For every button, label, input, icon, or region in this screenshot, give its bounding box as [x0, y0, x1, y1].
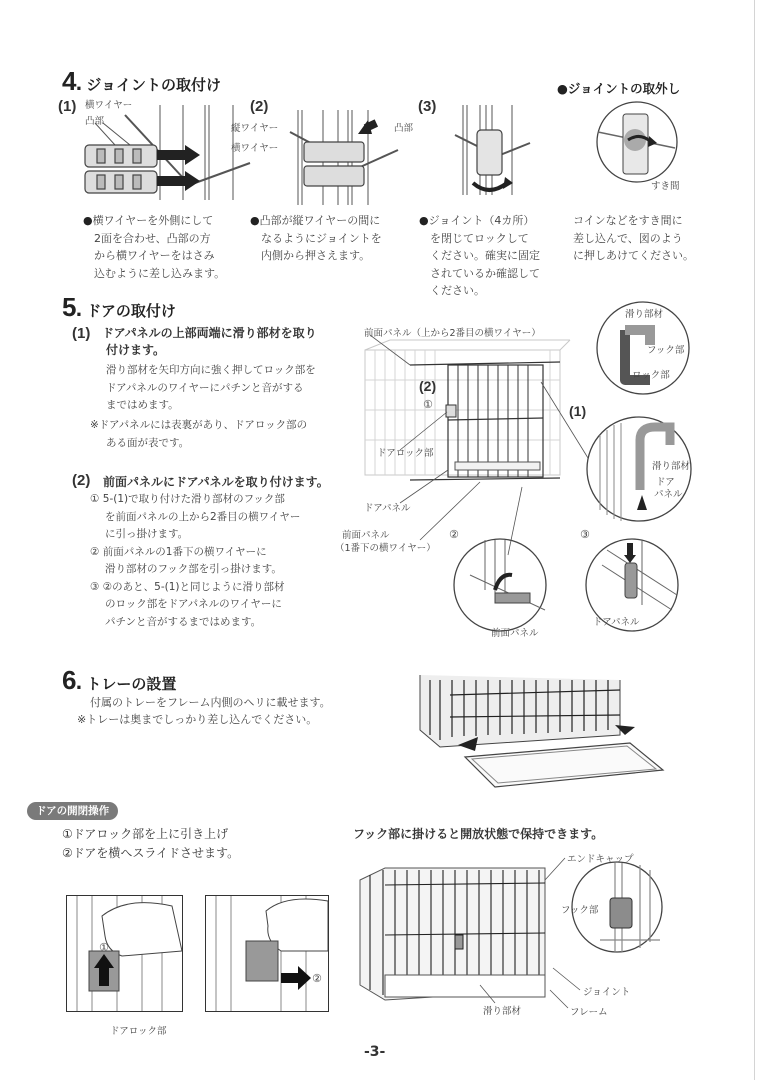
- caption-line: ジョイント（4カ所）: [428, 214, 535, 227]
- label-door-panel: ドアパネル: [364, 503, 411, 514]
- section-title-text: トレーの設置: [86, 675, 177, 693]
- label-door-lock: ドアロック部: [110, 1026, 167, 1037]
- label-panel: パネル: [654, 489, 683, 500]
- label-front-panel-bottom: 前面パネル: [342, 530, 390, 541]
- circle-3-marker: ③: [580, 528, 590, 541]
- label-horizontal-wire: 横ワイヤー: [85, 100, 133, 111]
- section-dot: .: [75, 673, 83, 694]
- label-slide-part: 滑り部材: [483, 1006, 522, 1017]
- caption-line: 差し込んで、図のよう: [573, 231, 683, 245]
- item-line: 滑り部材のフック部を引っ掛けます。: [105, 563, 282, 575]
- caption-line: ください。: [430, 284, 485, 297]
- body-line: ドアパネルのワイヤーにパチンと音がする: [106, 381, 304, 394]
- door-operation-step: ①ドアロック部を上に引き上げ: [62, 827, 229, 841]
- item-line: パチンと音がするまではめます。: [105, 615, 262, 628]
- caption-line: ください。確実に固定: [430, 249, 540, 262]
- label-protrusion: 凸部: [394, 123, 414, 134]
- label-gap: すき間: [651, 181, 680, 192]
- section-6-instruction: 付属のトレーをフレーム内側のヘリに載せます。: [90, 696, 331, 709]
- item-line: のロック部をドアパネルのワイヤーに: [105, 598, 282, 610]
- section-title-text: ジョイントの取付け: [86, 76, 222, 94]
- heading-line: 付けます。: [106, 343, 166, 357]
- caption-line: 込むように差し込みます。: [94, 266, 226, 280]
- diagram-circle-1: ①: [423, 398, 433, 411]
- step-number: (1): [72, 325, 91, 342]
- item-line: を前面パネルの上から2番目の横ワイヤー: [105, 510, 301, 523]
- label-joint: ジョイント: [583, 987, 631, 998]
- caption-line: に押しあけてください。: [573, 249, 694, 262]
- note-line: ある面が表です。: [106, 436, 190, 449]
- section-number: 4: [62, 66, 76, 96]
- heading-line: ドアパネルの上部両端に滑り部材を取り: [102, 326, 317, 340]
- section-number: 5: [62, 292, 76, 322]
- body-line: まではめます。: [106, 399, 179, 411]
- circle-2-marker: ②: [449, 528, 459, 541]
- step-number: (2): [72, 472, 91, 489]
- diagram-step-1-label: (1): [569, 403, 587, 419]
- body-line: 滑り部材を矢印方向に強く押してロック部を: [106, 364, 316, 376]
- section-dot: .: [75, 74, 83, 95]
- item-marker: ②: [90, 545, 100, 558]
- bullet-icon: ●: [83, 214, 93, 227]
- step-number: (3): [418, 98, 437, 115]
- label-protrusion: 凸部: [85, 116, 105, 127]
- step-number: (2): [250, 98, 269, 115]
- page-number: -3-: [364, 1044, 386, 1060]
- label-hook: フック部: [561, 905, 599, 916]
- step-number: (1): [58, 98, 77, 115]
- label-frame: フレーム: [570, 1007, 608, 1018]
- item-line: に引っ掛けます。: [105, 528, 189, 540]
- open-state-caption: フック部に掛けると開放状態で保持できます。: [353, 827, 604, 841]
- label-slide-part: 滑り部材: [652, 461, 691, 472]
- caption-line: を閉じてロックして: [430, 231, 529, 245]
- label-front-panel-bottom-note: （1番下の横ワイヤー）: [335, 543, 436, 554]
- section-title-text: ドアの取付け: [86, 302, 176, 320]
- photo-2-marker: ②: [312, 972, 322, 985]
- label-horizontal-wire: 横ワイヤー: [231, 143, 279, 154]
- note-line: ※ドアパネルには表裏があり、ドアロック部の: [90, 419, 308, 431]
- label-vertical-wire: 縦ワイヤー: [231, 123, 279, 134]
- section-number: 6: [62, 665, 76, 695]
- label-door: ドア: [656, 477, 675, 488]
- label-door-panel: ドアパネル: [593, 617, 640, 628]
- item-marker: ①: [90, 493, 100, 505]
- caption-line: 凸部が縦ワイヤーの間に: [259, 214, 381, 227]
- joint-removal-title: ●ジョイントの取外し: [557, 81, 681, 96]
- section-6-note: ※トレーは奥までしっかり差し込んでください。: [77, 713, 318, 726]
- door-operation-step: ②ドアを横へスライドさせます。: [62, 846, 240, 860]
- door-operations-badge: ドアの開閉操作: [27, 802, 118, 820]
- caption-line: 横ワイヤーを外側にして: [92, 214, 214, 227]
- step-2-heading: 前面パネルにドアパネルを取り付けます。: [103, 475, 329, 489]
- label-front-panel: 前面パネル: [491, 628, 539, 639]
- section-dot: .: [75, 300, 83, 321]
- photo-1-marker: ①: [99, 941, 109, 954]
- caption-line: 2面を合わせ、凸部の方: [94, 231, 211, 245]
- bullet-icon: ●: [250, 214, 260, 227]
- caption-line: 内側から押さえます。: [261, 249, 371, 262]
- caption-line: なるようにジョイントを: [261, 231, 382, 245]
- label-slide-part: 滑り部材: [625, 309, 664, 320]
- item-line: ②のあと、5-(1)と同じように滑り部材: [102, 580, 285, 593]
- item-line: 5-(1)で取り付けた滑り部材のフック部: [102, 493, 285, 505]
- label-end-cap: エンドキャップ: [567, 854, 634, 865]
- label-front-panel-top: 前面パネル（上から2番目の横ワイヤー）: [364, 328, 541, 339]
- diagram-step-2-label: (2): [419, 378, 437, 394]
- bullet-icon: ●: [419, 214, 429, 227]
- item-marker: ③: [90, 580, 100, 593]
- caption-line: から横ワイヤーをはさみ: [94, 249, 215, 262]
- caption-line: コインなどをすき間に: [573, 214, 683, 227]
- caption-line: されているか確認して: [430, 266, 540, 280]
- item-line: 前面パネルの1番下の横ワイヤーに: [102, 545, 267, 558]
- label-door-lock: ドアロック部: [377, 448, 434, 459]
- label-lock: ロック部: [632, 370, 670, 381]
- label-hook: フック部: [647, 345, 685, 356]
